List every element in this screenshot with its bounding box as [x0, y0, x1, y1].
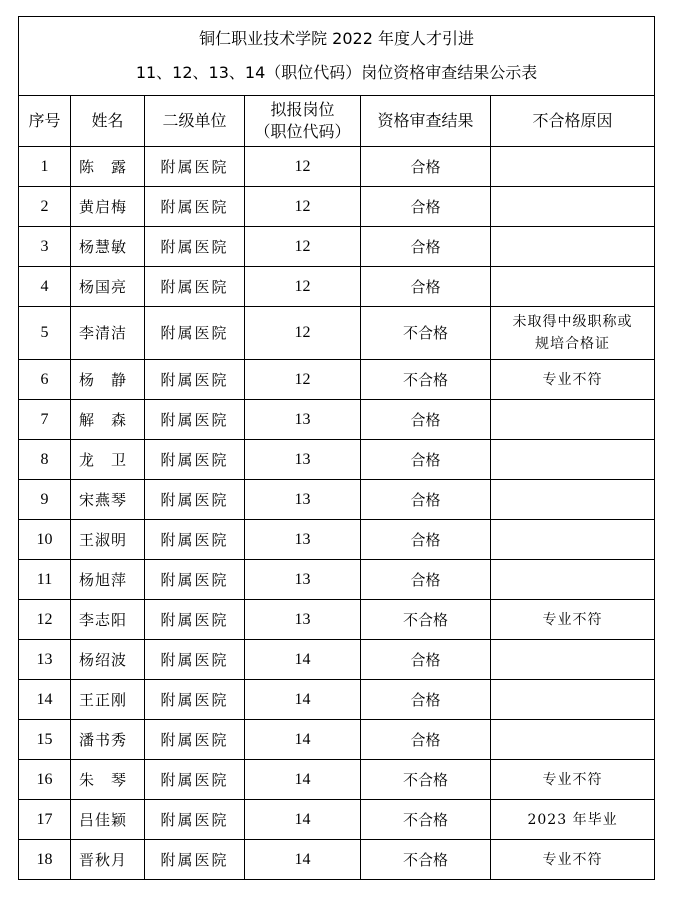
cell-index: 3	[19, 227, 71, 267]
cell-result: 不合格	[361, 307, 491, 360]
cell-name: 杨 静	[71, 360, 145, 400]
qualification-result-table	[18, 16, 655, 880]
cell-reason: 2023 年毕业	[491, 800, 655, 840]
header-row	[19, 96, 655, 147]
table-row	[19, 600, 655, 640]
cell-post: 12	[245, 187, 361, 227]
header-reason: 不合格原因	[491, 96, 655, 147]
cell-result: 合格	[361, 440, 491, 480]
table-title	[19, 17, 655, 96]
table-row	[19, 680, 655, 720]
cell-reason	[491, 307, 655, 360]
cell-unit: 附属医院	[145, 227, 245, 267]
cell-unit: 附属医院	[145, 267, 245, 307]
cell-unit: 附属医院	[145, 720, 245, 760]
cell-post: 12	[245, 147, 361, 187]
cell-unit: 附属医院	[145, 600, 245, 640]
cell-post: 13	[245, 560, 361, 600]
cell-index: 16	[19, 760, 71, 800]
cell-name: 李志阳	[71, 600, 145, 640]
cell-name: 杨慧敏	[71, 227, 145, 267]
cell-reason: 专业不符	[491, 600, 655, 640]
header-name: 姓名	[71, 96, 145, 147]
cell-unit: 附属医院	[145, 360, 245, 400]
cell-unit: 附属医院	[145, 187, 245, 227]
cell-unit: 附属医院	[145, 147, 245, 187]
cell-reason	[491, 560, 655, 600]
cell-index: 8	[19, 440, 71, 480]
cell-index: 13	[19, 640, 71, 680]
cell-reason: 专业不符	[491, 360, 655, 400]
cell-result: 合格	[361, 560, 491, 600]
table-row	[19, 720, 655, 760]
cell-name: 杨国亮	[71, 267, 145, 307]
cell-post: 14	[245, 760, 361, 800]
cell-result: 合格	[361, 147, 491, 187]
header-unit: 二级单位	[145, 96, 245, 147]
cell-reason-line1: 未取得中级职称或	[512, 314, 633, 330]
cell-result: 合格	[361, 520, 491, 560]
cell-post: 12	[245, 227, 361, 267]
cell-post: 14	[245, 640, 361, 680]
cell-name: 晋秋月	[71, 840, 145, 880]
cell-post: 13	[245, 400, 361, 440]
cell-name: 宋燕琴	[71, 480, 145, 520]
cell-post: 12	[245, 267, 361, 307]
cell-index: 12	[19, 600, 71, 640]
cell-name: 潘书秀	[71, 720, 145, 760]
table-row	[19, 640, 655, 680]
table-row	[19, 760, 655, 800]
title-line-2: 11、12、13、14（职位代码）岗位资格审查结果公示表	[135, 63, 538, 82]
cell-index: 18	[19, 840, 71, 880]
cell-unit: 附属医院	[145, 400, 245, 440]
title-line-1: 铜仁职业技术学院 2022 年度人才引进	[199, 29, 474, 48]
cell-index: 10	[19, 520, 71, 560]
cell-name: 王正刚	[71, 680, 145, 720]
table-row	[19, 800, 655, 840]
cell-index: 1	[19, 147, 71, 187]
cell-unit: 附属医院	[145, 680, 245, 720]
title-row	[19, 17, 655, 96]
cell-result: 合格	[361, 480, 491, 520]
cell-unit: 附属医院	[145, 560, 245, 600]
table-row	[19, 147, 655, 187]
header-post	[245, 96, 361, 147]
header-result: 资格审查结果	[361, 96, 491, 147]
cell-index: 5	[19, 307, 71, 360]
table-body	[19, 147, 655, 880]
cell-name: 杨绍波	[71, 640, 145, 680]
table-row	[19, 480, 655, 520]
table-row	[19, 187, 655, 227]
cell-result: 合格	[361, 680, 491, 720]
cell-result: 合格	[361, 267, 491, 307]
cell-unit: 附属医院	[145, 480, 245, 520]
cell-reason	[491, 480, 655, 520]
cell-reason	[491, 680, 655, 720]
cell-post: 14	[245, 680, 361, 720]
cell-name: 龙 卫	[71, 440, 145, 480]
table-row	[19, 227, 655, 267]
cell-reason: 专业不符	[491, 840, 655, 880]
cell-post: 13	[245, 600, 361, 640]
header-post-line1: 拟报岗位	[270, 100, 335, 119]
header-post-line2: （职位代码）	[254, 122, 351, 141]
cell-post: 14	[245, 720, 361, 760]
cell-reason	[491, 520, 655, 560]
table-row	[19, 360, 655, 400]
cell-unit: 附属医院	[145, 800, 245, 840]
table-row	[19, 560, 655, 600]
cell-result: 合格	[361, 640, 491, 680]
cell-result: 合格	[361, 187, 491, 227]
cell-name: 吕佳颖	[71, 800, 145, 840]
cell-index: 14	[19, 680, 71, 720]
cell-reason	[491, 400, 655, 440]
cell-result: 合格	[361, 720, 491, 760]
table-row	[19, 400, 655, 440]
table-row	[19, 267, 655, 307]
cell-name: 王淑明	[71, 520, 145, 560]
cell-unit: 附属医院	[145, 307, 245, 360]
cell-result: 不合格	[361, 600, 491, 640]
cell-index: 17	[19, 800, 71, 840]
cell-name: 黄启梅	[71, 187, 145, 227]
cell-index: 4	[19, 267, 71, 307]
cell-reason	[491, 440, 655, 480]
cell-post: 12	[245, 307, 361, 360]
cell-reason	[491, 267, 655, 307]
cell-name: 朱 琴	[71, 760, 145, 800]
cell-post: 13	[245, 520, 361, 560]
cell-unit: 附属医院	[145, 640, 245, 680]
table-row	[19, 520, 655, 560]
cell-unit: 附属医院	[145, 840, 245, 880]
cell-unit: 附属医院	[145, 760, 245, 800]
cell-post: 14	[245, 840, 361, 880]
cell-name: 解 森	[71, 400, 145, 440]
cell-name: 杨旭萍	[71, 560, 145, 600]
header-index: 序号	[19, 96, 71, 147]
cell-index: 15	[19, 720, 71, 760]
cell-reason	[491, 227, 655, 267]
table-row	[19, 307, 655, 360]
cell-result: 不合格	[361, 840, 491, 880]
cell-unit: 附属医院	[145, 440, 245, 480]
cell-unit: 附属医院	[145, 520, 245, 560]
cell-reason	[491, 720, 655, 760]
cell-index: 7	[19, 400, 71, 440]
table-row	[19, 840, 655, 880]
cell-index: 11	[19, 560, 71, 600]
cell-reason	[491, 147, 655, 187]
cell-post: 13	[245, 440, 361, 480]
cell-name: 李清洁	[71, 307, 145, 360]
cell-result: 不合格	[361, 800, 491, 840]
cell-result: 合格	[361, 227, 491, 267]
cell-index: 2	[19, 187, 71, 227]
table-row	[19, 440, 655, 480]
cell-reason: 专业不符	[491, 760, 655, 800]
cell-post: 13	[245, 480, 361, 520]
cell-result: 不合格	[361, 760, 491, 800]
cell-reason-line2: 规培合格证	[535, 336, 611, 352]
cell-name: 陈 露	[71, 147, 145, 187]
cell-index: 9	[19, 480, 71, 520]
cell-result: 合格	[361, 400, 491, 440]
cell-reason	[491, 640, 655, 680]
cell-index: 6	[19, 360, 71, 400]
cell-reason	[491, 187, 655, 227]
cell-post: 12	[245, 360, 361, 400]
cell-post: 14	[245, 800, 361, 840]
cell-result: 不合格	[361, 360, 491, 400]
